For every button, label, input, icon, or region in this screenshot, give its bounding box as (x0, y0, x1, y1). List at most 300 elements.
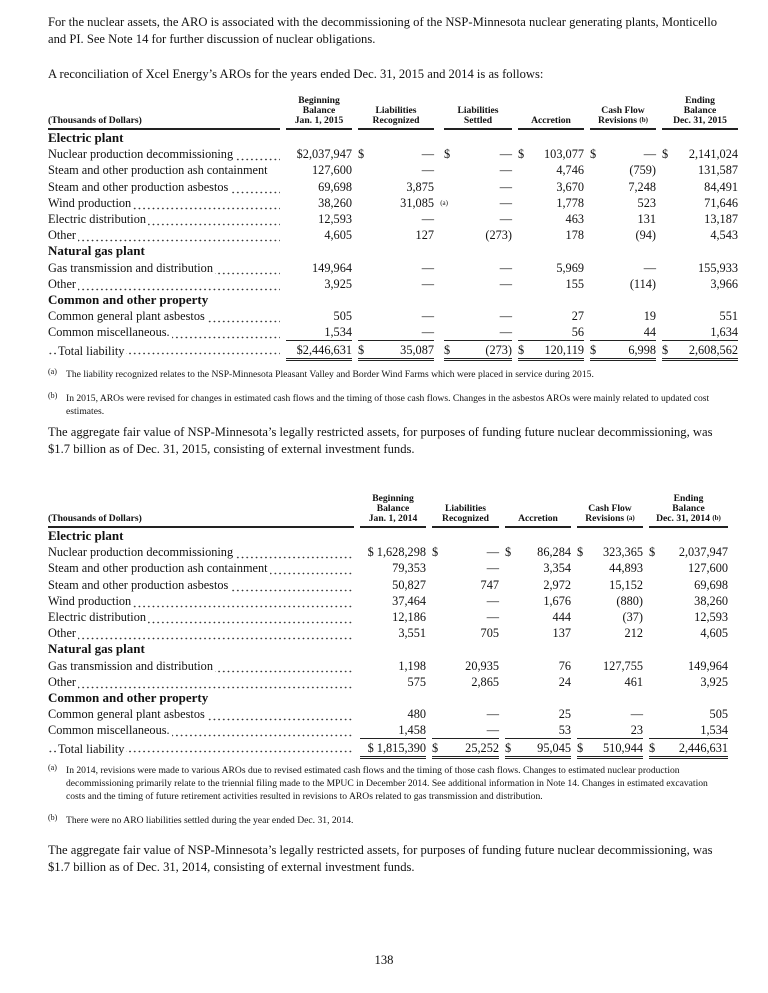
table-cell-value (649, 722, 728, 738)
intro-paragraph-nuclear-aro: For the nuclear assets, the ARO is associated with the decommissioning of the NSP-Minnesota nuclear generating plants, Monticello and PI. See Note 14 for further discussion of nuclear obligations. (48, 15, 718, 46)
currency-symbol: $ (432, 740, 439, 755)
cell-text: 3,875 (406, 179, 434, 194)
cell-text: 155,933 (698, 260, 738, 275)
table-cell-value (662, 195, 738, 211)
column-header-liabilities-settled: Liabilities Settled (444, 90, 512, 130)
table-cell-value (649, 625, 728, 641)
cell-text: — (486, 593, 499, 608)
row-label: Nuclear production decommissioning (48, 146, 280, 162)
cell-text: 178 (565, 228, 584, 243)
cell-text: 1,676 (543, 593, 571, 608)
currency-symbol: $ (518, 147, 525, 162)
table-cell-value (286, 260, 352, 276)
table-cell-value (360, 722, 426, 738)
cell-text: 4,543 (710, 228, 738, 243)
cell-text: 12,593 (318, 212, 352, 227)
table-cell-value (286, 179, 352, 195)
cell-text: 2,865 (471, 674, 499, 689)
table-cell-value (358, 162, 434, 178)
row-label: Electric distribution (48, 211, 280, 227)
cell-text: 551 (719, 309, 738, 324)
cell-text: 56 (571, 325, 584, 340)
cell-text: 480 (407, 707, 426, 722)
table-cell-value (662, 276, 738, 292)
table-cell-value (518, 340, 584, 360)
table-cell-value (662, 260, 738, 276)
section-row (48, 130, 738, 146)
row-label: Nuclear production decommissioning (48, 544, 354, 560)
cell-text: — (630, 707, 643, 722)
table-cell-value (505, 609, 571, 625)
table-row (48, 146, 738, 162)
table-cell-value (358, 260, 434, 276)
cell-text: 127,600 (688, 561, 728, 576)
table-cell-value (518, 260, 584, 276)
cell-text: 323,365 (603, 545, 643, 560)
footnote-ref: (a) (440, 198, 448, 207)
cell-text: 71,646 (704, 195, 738, 210)
cell-text: — (499, 260, 512, 275)
cell-text: 4,605 (324, 228, 352, 243)
cell-text: — (499, 163, 512, 178)
table-cell-value (590, 340, 656, 360)
cell-text: — (486, 561, 499, 576)
table-cell-value (432, 722, 499, 738)
table-cell-value (505, 658, 571, 674)
table-cell-value (286, 195, 352, 211)
row-label: Wind production (48, 195, 280, 211)
table-cell-value (518, 146, 584, 162)
table-row (48, 260, 738, 276)
table-cell-value (590, 211, 656, 227)
cell-text: — (421, 260, 434, 275)
column-header-ending-balance: Ending Balance Dec. 31, 2014 $^{(b)}$ (649, 488, 728, 528)
table-cell-value (590, 227, 656, 243)
cell-text: 523 (637, 195, 656, 210)
cell-text: (880) (616, 593, 643, 608)
cell-text: 79,353 (392, 561, 426, 576)
column-header-liabilities-recognized: Liabilities Recognized (358, 90, 434, 130)
table-cell-value (518, 179, 584, 195)
currency-symbol: $ (577, 740, 584, 755)
table-cell-value (505, 738, 571, 758)
fair-value-paragraph-2014: The aggregate fair value of NSP-Minnesota’s legally restricted assets, for purposes of funding future nuclear decommissioning, was $1.7 billion as of Dec. 31, 2014, consisting of external investment funds. (48, 843, 713, 874)
table-cell-value (432, 577, 499, 593)
table-cell-value (358, 195, 448, 211)
cell-text: — (421, 276, 434, 291)
table-cell-value (590, 276, 656, 292)
table-cell-value (360, 609, 426, 625)
table-cell-value (286, 340, 352, 360)
table-cell-value (444, 340, 512, 360)
table-cell-value (649, 544, 728, 560)
cell-text: 23 (630, 723, 643, 738)
cell-text: 1,458 (398, 723, 426, 738)
currency-symbol: $ (358, 147, 365, 162)
currency-symbol: $ (358, 342, 365, 357)
table-cell-value (662, 227, 738, 243)
cell-text: — (643, 147, 656, 162)
currency-symbol: $ (518, 342, 525, 357)
cell-text: — (499, 276, 512, 291)
cell-text: — (499, 179, 512, 194)
cell-text: 3,925 (700, 674, 728, 689)
table-cell-value (360, 658, 426, 674)
table-cell-value (444, 227, 512, 243)
table-cell-value (518, 162, 584, 178)
column-header-liabilities-recognized: Liabilities Recognized (432, 488, 499, 528)
cell-text: 25 (558, 707, 571, 722)
table-cell-value (360, 706, 426, 722)
table-cell-value (505, 560, 571, 576)
table-cell-value (360, 560, 426, 576)
table-cell-value (649, 560, 728, 576)
cell-text: (273) (485, 342, 512, 357)
column-header-label: (Thousands of Dollars) (48, 90, 280, 130)
table-cell-value (444, 276, 512, 292)
section-title: Common and other property (48, 291, 209, 307)
cell-text: (37) (622, 610, 643, 625)
cell-text: $ 1,628,298 (367, 545, 426, 560)
footnote-ref: (a) (626, 514, 635, 522)
row-label: Other (48, 625, 354, 641)
table-cell-value (577, 577, 643, 593)
table-cell-value (432, 674, 499, 690)
cell-text: $ 1,815,390 (367, 740, 426, 755)
cell-text: — (499, 195, 512, 210)
column-header-cash-flow-revisions: Cash Flow Revisions $^{(b)}$ (590, 90, 656, 130)
table-row (48, 195, 738, 211)
cell-text: 2,037,947 (678, 545, 728, 560)
cell-text: 2,972 (543, 577, 571, 592)
cell-text: 44,893 (609, 561, 643, 576)
table-cell-value (662, 162, 738, 178)
row-label: Gas transmission and distribution (48, 260, 280, 276)
row-label: Steam and other production asbestos (48, 179, 280, 195)
row-label: Common general plant asbestos (48, 706, 354, 722)
row-label: Wind production (48, 593, 354, 609)
table-cell-value (518, 211, 584, 227)
cell-text: — (421, 147, 434, 162)
table-cell-value (432, 560, 499, 576)
table-row (48, 560, 728, 576)
table-cell-value (358, 227, 434, 243)
row-label: Steam and other production asbestos (48, 577, 354, 593)
table-cell-value (518, 276, 584, 292)
currency-symbol: $ (662, 342, 669, 357)
table-cell-value (360, 674, 426, 690)
table-cell-value (358, 146, 434, 162)
cell-text: 3,925 (324, 276, 352, 291)
table-cell-value (432, 544, 499, 560)
table-row (48, 593, 728, 609)
cell-text: 131 (637, 212, 656, 227)
cell-text: 13,187 (704, 212, 738, 227)
table-cell-value (444, 211, 512, 227)
section-title: Electric plant (48, 130, 124, 146)
cell-text: 2,141,024 (688, 147, 738, 162)
row-label: Steam and other production ash containment (48, 560, 354, 576)
table-cell-value (662, 179, 738, 195)
table-cell-value (358, 276, 434, 292)
row-label: Steam and other production ash containment (48, 163, 268, 178)
table-row (48, 211, 738, 227)
table-cell-value (286, 211, 352, 227)
table-cell-value (590, 146, 656, 162)
table-cell-value (590, 324, 656, 340)
table-row (48, 609, 728, 625)
cell-text: — (486, 610, 499, 625)
cell-text: (114) (629, 276, 656, 291)
footnote-ref: (b) (639, 116, 648, 124)
table-cell-value (286, 276, 352, 292)
cell-text: 127,600 (312, 163, 352, 178)
section-row (48, 528, 728, 544)
cell-text: 53 (558, 723, 571, 738)
table-cell-value (577, 625, 643, 641)
cell-text: 212 (624, 626, 643, 641)
table-cell-value (432, 658, 499, 674)
fair-value-paragraph-2015: The aggregate fair value of NSP-Minnesota’s legally restricted assets, for purposes of funding future nuclear decommissioning, was $1.7 billion as of Dec. 31, 2015, consisting of external investment funds. (48, 425, 713, 456)
cell-text: 149,964 (312, 260, 352, 275)
table-cell-value (286, 162, 352, 178)
cell-text: 2,608,562 (688, 342, 738, 357)
cell-text: 12,593 (694, 610, 728, 625)
row-label: Common miscellaneous. (48, 324, 280, 340)
cell-text: 19 (643, 309, 656, 324)
section-title: Electric plant (48, 528, 124, 544)
table-cell-value (444, 179, 512, 195)
table-cell-value (286, 146, 352, 162)
section-title: Natural gas plant (48, 243, 145, 259)
table-cell-value (590, 179, 656, 195)
table-cell-value (577, 658, 643, 674)
table-cell-value (590, 195, 656, 211)
cell-text: 127,755 (603, 658, 643, 673)
cell-text: 86,284 (537, 545, 571, 560)
cell-text: — (486, 707, 499, 722)
table-cell-value (590, 308, 656, 324)
table-cell-value (444, 146, 512, 162)
cell-text: 1,534 (324, 325, 352, 340)
cell-text: 50,827 (392, 577, 426, 592)
cell-text: $2,037,947 (296, 147, 352, 162)
table-cell-value (577, 544, 643, 560)
cell-text: (94) (635, 228, 656, 243)
cell-text: 24 (558, 674, 571, 689)
cell-text: 463 (565, 212, 584, 227)
column-header-beginning-balance: Beginning Balance Jan. 1, 2014 (360, 488, 426, 528)
table-cell-value (432, 593, 499, 609)
table-cell-value (649, 658, 728, 674)
cell-text: 2,446,631 (678, 740, 728, 755)
table-cell-value (444, 308, 512, 324)
cell-text: 3,670 (556, 179, 584, 194)
table-cell-value (360, 625, 426, 641)
cell-text: 505 (709, 707, 728, 722)
table-cell-value (649, 738, 728, 758)
row-label: Common miscellaneous. (48, 722, 354, 738)
table-cell-value (432, 706, 499, 722)
currency-symbol: $ (649, 545, 656, 560)
table-cell-value (518, 227, 584, 243)
footnote-ref: (b) (712, 514, 721, 522)
cell-text: 3,551 (398, 626, 426, 641)
cell-text: 7,248 (628, 179, 656, 194)
section-row (48, 690, 728, 706)
cell-text: 747 (480, 577, 499, 592)
cell-text: 1,198 (398, 658, 426, 673)
table-row (48, 324, 738, 340)
table-cell-value (358, 340, 434, 360)
cell-text: 69,698 (694, 577, 728, 592)
currency-symbol: $ (662, 147, 669, 162)
section-title: Natural gas plant (48, 641, 145, 657)
table-cell-value (662, 146, 738, 162)
table-cell-value (577, 722, 643, 738)
row-label: Electric distribution (48, 609, 354, 625)
aro-table-2015 (48, 90, 738, 361)
cell-text: 35,087 (400, 342, 434, 357)
cell-text: 6,998 (628, 342, 656, 357)
page-number: 138 (374, 953, 394, 967)
section-title: Common and other property (48, 689, 209, 705)
cell-text: 3,354 (543, 561, 571, 576)
cell-text: 95,045 (537, 740, 571, 755)
column-header-cash-flow-revisions: Cash Flow Revisions $^{(a)}$ (577, 488, 643, 528)
table-cell-value (649, 706, 728, 722)
column-header-accretion: Accretion (518, 90, 584, 130)
cell-text: 25,252 (465, 740, 499, 755)
table-cell-value (358, 211, 434, 227)
cell-text: 137 (552, 626, 571, 641)
cell-text: (273) (485, 228, 512, 243)
table-cell-value (444, 324, 512, 340)
currency-symbol: $ (649, 740, 656, 755)
cell-text: 4,605 (700, 626, 728, 641)
section-row (48, 292, 738, 308)
table-cell-value (662, 211, 738, 227)
table-row (48, 674, 728, 690)
cell-text: (759) (629, 163, 656, 178)
cell-text: 1,634 (710, 325, 738, 340)
cell-text: 155 (565, 276, 584, 291)
table-cell-value (590, 260, 656, 276)
total-row (48, 738, 728, 758)
cell-text: 510,944 (603, 740, 643, 755)
cell-text: $2,446,631 (296, 342, 352, 357)
cell-text: 5,969 (556, 260, 584, 275)
table-row (48, 308, 738, 324)
cell-text: 461 (624, 674, 643, 689)
aro-table-2014-body (48, 528, 728, 759)
table-cell-value (432, 625, 499, 641)
column-header-beginning-balance: Beginning Balance Jan. 1, 2015 (286, 90, 352, 130)
cell-text: 44 (643, 325, 656, 340)
table-cell-value (577, 609, 643, 625)
table-cell-value (360, 593, 426, 609)
cell-text: — (421, 163, 434, 178)
table-cell-value (286, 324, 352, 340)
table-cell-value (518, 308, 584, 324)
table-cell-value (444, 195, 512, 211)
table-row (48, 625, 728, 641)
table-cell-value (360, 577, 426, 593)
cell-text: — (421, 309, 434, 324)
table-row (48, 276, 738, 292)
table-cell-value (662, 308, 738, 324)
cell-text: — (499, 309, 512, 324)
total-label: Total liability (48, 738, 354, 758)
total-label: Total liability (48, 340, 280, 360)
section-row (48, 641, 728, 657)
table-cell-value (360, 738, 426, 758)
cell-text: 127 (415, 228, 434, 243)
table-cell-value (577, 674, 643, 690)
table-cell-value (432, 738, 499, 758)
table-cell-value (444, 260, 512, 276)
currency-symbol: $ (444, 147, 451, 162)
cell-text: 3,966 (710, 276, 738, 291)
currency-symbol: $ (577, 545, 584, 560)
table-cell-value (662, 324, 738, 340)
currency-symbol: $ (590, 342, 597, 357)
row-label: Other (48, 227, 280, 243)
cell-text: — (421, 212, 434, 227)
cell-text: 20,935 (465, 658, 499, 673)
table-cell-value (577, 593, 643, 609)
cell-text: 31,085 (400, 195, 434, 210)
table-cell-value (505, 593, 571, 609)
cell-text: — (486, 723, 499, 738)
cell-text: 103,077 (544, 147, 584, 162)
column-header-accretion: Accretion (505, 488, 571, 528)
currency-symbol: $ (505, 545, 512, 560)
cell-text: 505 (333, 309, 352, 324)
table-row (48, 706, 728, 722)
table-row (48, 577, 728, 593)
table-cell-value (505, 544, 571, 560)
aro-table-2015-body (48, 130, 738, 361)
table-cell-value (518, 324, 584, 340)
row-label: Other (48, 276, 280, 292)
table-cell-value (649, 577, 728, 593)
table-cell-value (505, 722, 571, 738)
table-cell-value (590, 162, 656, 178)
cell-text: — (499, 325, 512, 340)
currency-symbol: $ (432, 545, 439, 560)
cell-text: 69,698 (318, 179, 352, 194)
cell-text: 131,587 (698, 163, 738, 178)
cell-text: 76 (558, 658, 571, 673)
table-row (48, 544, 728, 560)
section-row (48, 243, 738, 259)
cell-text: 37,464 (392, 593, 426, 608)
table-cell-value (649, 593, 728, 609)
cell-text: 84,491 (704, 179, 738, 194)
column-header-label: (Thousands of Dollars) (48, 488, 354, 528)
cell-text: 149,964 (688, 658, 728, 673)
table-cell-value (518, 195, 584, 211)
cell-text: 4,746 (556, 163, 584, 178)
table-cell-value (662, 340, 738, 360)
cell-text: — (421, 325, 434, 340)
cell-text: 575 (407, 674, 426, 689)
cell-text: — (499, 212, 512, 227)
cell-text: 38,260 (318, 195, 352, 210)
cell-text: 12,186 (392, 610, 426, 625)
cell-text: 1,534 (700, 723, 728, 738)
